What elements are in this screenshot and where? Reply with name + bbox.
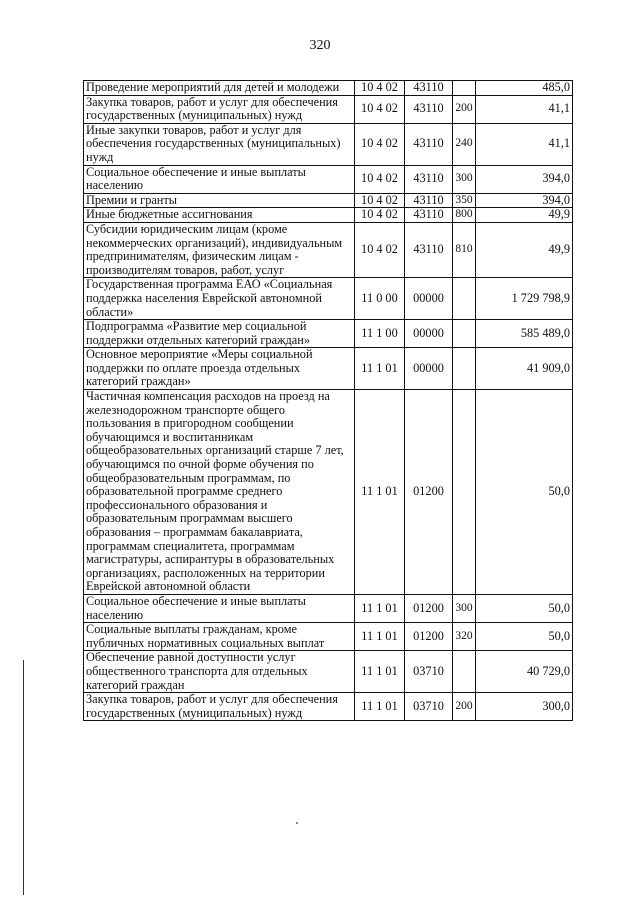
table-row xyxy=(84,222,573,277)
row-article-code-cell: 43110 xyxy=(405,95,453,123)
row-name-cell: Социальное обеспечение и иные выплаты населению xyxy=(84,165,355,193)
table-row xyxy=(84,320,573,348)
table-row xyxy=(84,623,573,651)
row-amount-cell: 394,0 xyxy=(476,193,573,208)
row-amount-cell: 50,0 xyxy=(476,390,573,595)
row-name-cell: Премии и гранты xyxy=(84,193,355,208)
row-name-cell: Закупка товаров, работ и услуг для обеспечения государственных (муниципальных) нужд xyxy=(84,95,355,123)
row-name-cell: Субсидии юридическим лицам (кроме некоммерческих организаций), индивидуальным предпринимателям, физическим лицам - производителям товаров, работ, услуг xyxy=(84,222,355,277)
row-article-code-cell: 01200 xyxy=(405,623,453,651)
table-row xyxy=(84,651,573,693)
row-expense-type-cell xyxy=(453,81,476,96)
row-name-cell: Обеспечение равной доступности услуг общественного транспорта для отдельных категорий граждан xyxy=(84,651,355,693)
table-row xyxy=(84,594,573,622)
row-amount-cell: 585 489,0 xyxy=(476,320,573,348)
table-row xyxy=(84,693,573,721)
row-expense-type-cell: 200 xyxy=(453,693,476,721)
table-row xyxy=(84,278,573,320)
row-section-code-cell: 10 4 02 xyxy=(355,222,405,277)
row-expense-type-cell: 240 xyxy=(453,123,476,165)
row-section-code-cell: 11 1 01 xyxy=(355,693,405,721)
row-section-code-cell: 11 1 01 xyxy=(355,390,405,595)
scan-speck xyxy=(296,822,298,824)
page-number: 320 xyxy=(309,38,331,53)
row-section-code-cell: 11 1 01 xyxy=(355,651,405,693)
row-expense-type-cell xyxy=(453,390,476,595)
table-row xyxy=(84,165,573,193)
row-amount-cell: 1 729 798,9 xyxy=(476,278,573,320)
row-amount-cell: 300,0 xyxy=(476,693,573,721)
row-section-code-cell: 11 0 00 xyxy=(355,278,405,320)
table-row xyxy=(84,123,573,165)
row-expense-type-cell xyxy=(453,651,476,693)
row-expense-type-cell: 810 xyxy=(453,222,476,277)
budget-table xyxy=(83,80,573,721)
table-row xyxy=(84,95,573,123)
row-amount-cell: 40 729,0 xyxy=(476,651,573,693)
row-amount-cell: 50,0 xyxy=(476,594,573,622)
row-amount-cell: 41,1 xyxy=(476,95,573,123)
scan-margin-line xyxy=(23,660,24,895)
row-name-cell: Частичная компенсация расходов на проезд на железнодорожном транспорте общего пользования в пригородном сообщении обучающимся и воспитанникам общеобразовательных организаций старше 7 лет, обучающимся по очной форме обучения по общеобразовательным программам, по образовательной программе среднего профессионального образования и образовательным программам высшего образования – программам бакалавриата, программам специалитета, программам магистратуры, аспирантуры в образовательных организациях, расположенных на территории Еврейской автономной области xyxy=(84,390,355,595)
row-section-code-cell: 11 1 00 xyxy=(355,320,405,348)
row-amount-cell: 50,0 xyxy=(476,623,573,651)
row-expense-type-cell xyxy=(453,278,476,320)
row-section-code-cell: 10 4 02 xyxy=(355,95,405,123)
row-article-code-cell: 00000 xyxy=(405,320,453,348)
row-expense-type-cell: 320 xyxy=(453,623,476,651)
row-article-code-cell: 43110 xyxy=(405,165,453,193)
row-name-cell: Иные закупки товаров, работ и услуг для обеспечения государственных (муниципальных) нужд xyxy=(84,123,355,165)
row-section-code-cell: 10 4 02 xyxy=(355,165,405,193)
row-section-code-cell: 11 1 01 xyxy=(355,594,405,622)
row-name-cell: Закупка товаров, работ и услуг для обеспечения государственных (муниципальных) нужд xyxy=(84,693,355,721)
budget-table-body xyxy=(84,81,573,721)
row-article-code-cell: 43110 xyxy=(405,208,453,223)
row-expense-type-cell xyxy=(453,320,476,348)
row-section-code-cell: 10 4 02 xyxy=(355,208,405,223)
row-amount-cell: 41,1 xyxy=(476,123,573,165)
row-article-code-cell: 01200 xyxy=(405,594,453,622)
table-row xyxy=(84,348,573,390)
row-name-cell: Основное мероприятие «Меры социальной поддержки по оплате проезда отдельных категорий граждан» xyxy=(84,348,355,390)
row-amount-cell: 49,9 xyxy=(476,222,573,277)
row-article-code-cell: 43110 xyxy=(405,81,453,96)
row-article-code-cell: 00000 xyxy=(405,278,453,320)
table-row xyxy=(84,390,573,595)
row-amount-cell: 485,0 xyxy=(476,81,573,96)
row-expense-type-cell: 350 xyxy=(453,193,476,208)
row-amount-cell: 394,0 xyxy=(476,165,573,193)
table-row xyxy=(84,193,573,208)
row-article-code-cell: 03710 xyxy=(405,693,453,721)
row-section-code-cell: 10 4 02 xyxy=(355,193,405,208)
row-name-cell: Государственная программа ЕАО «Социальная поддержка населения Еврейской автономной области» xyxy=(84,278,355,320)
row-name-cell: Социальные выплаты гражданам, кроме публичных нормативных социальных выплат xyxy=(84,623,355,651)
row-name-cell: Проведение мероприятий для детей и молодежи xyxy=(84,81,355,96)
row-expense-type-cell: 200 xyxy=(453,95,476,123)
row-name-cell: Иные бюджетные ассигнования xyxy=(84,208,355,223)
row-section-code-cell: 11 1 01 xyxy=(355,348,405,390)
row-name-cell: Социальное обеспечение и иные выплаты населению xyxy=(84,594,355,622)
row-article-code-cell: 43110 xyxy=(405,123,453,165)
table-row xyxy=(84,81,573,96)
row-article-code-cell: 43110 xyxy=(405,193,453,208)
table-row xyxy=(84,208,573,223)
row-article-code-cell: 43110 xyxy=(405,222,453,277)
row-article-code-cell: 01200 xyxy=(405,390,453,595)
row-amount-cell: 49,9 xyxy=(476,208,573,223)
row-expense-type-cell: 300 xyxy=(453,165,476,193)
row-section-code-cell: 10 4 02 xyxy=(355,123,405,165)
row-name-cell: Подпрограмма «Развитие мер социальной поддержки отдельных категорий граждан» xyxy=(84,320,355,348)
row-expense-type-cell xyxy=(453,348,476,390)
row-expense-type-cell: 300 xyxy=(453,594,476,622)
row-expense-type-cell: 800 xyxy=(453,208,476,223)
row-article-code-cell: 00000 xyxy=(405,348,453,390)
row-article-code-cell: 03710 xyxy=(405,651,453,693)
row-section-code-cell: 10 4 02 xyxy=(355,81,405,96)
row-section-code-cell: 11 1 01 xyxy=(355,623,405,651)
row-amount-cell: 41 909,0 xyxy=(476,348,573,390)
